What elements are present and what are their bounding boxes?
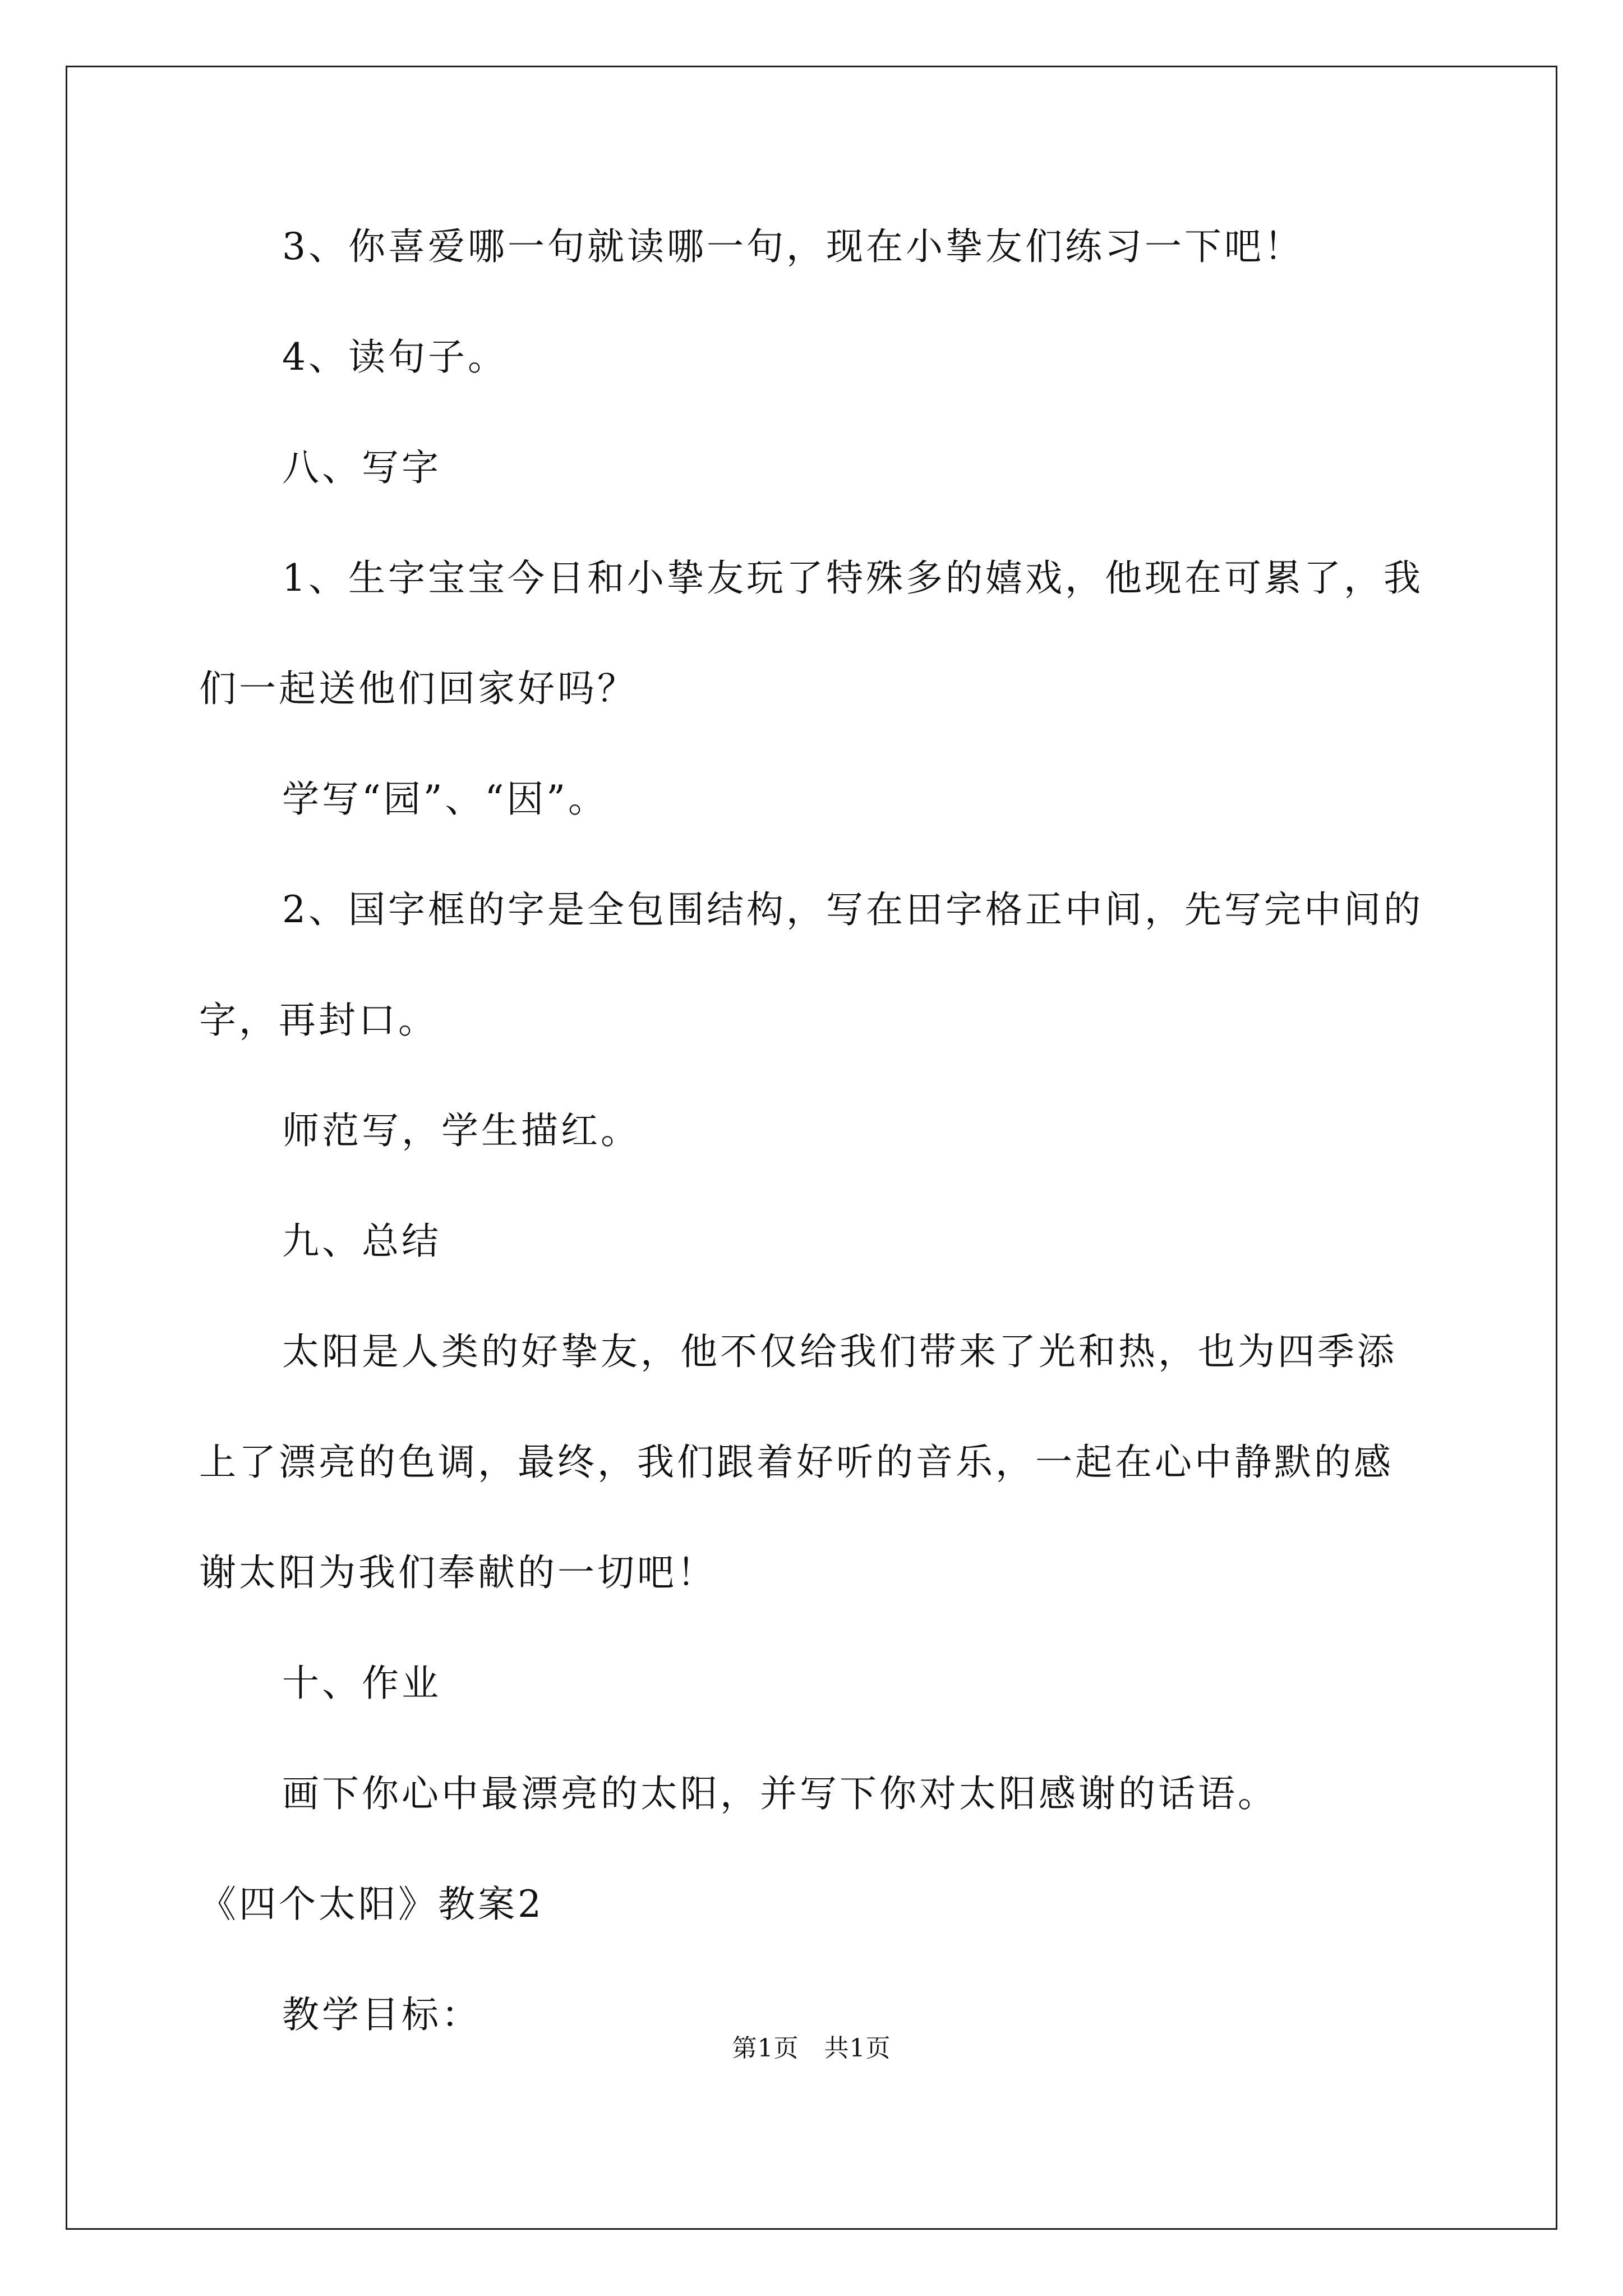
paragraph-writing-intro-line2: 们一起送他们回家好吗？ xyxy=(199,667,637,710)
paragraph-summary-line1: 太阳是人类的好挚友，他不仅给我们带来了光和热，也为四季添 xyxy=(282,1330,1397,1373)
paragraph-homework: 画下你心中最漂亮的太阳，并写下你对太阳感谢的话语。 xyxy=(282,1772,1278,1815)
section-heading-homework: 十、作业 xyxy=(282,1662,441,1705)
section-heading-writing: 八、写字 xyxy=(282,446,441,489)
section-heading-objectives: 教学目标： xyxy=(282,1993,481,2036)
paragraph-summary-line3: 谢太阳为我们奉献的一切吧！ xyxy=(199,1551,717,1594)
paragraph-structure-line2: 字，再封口。 xyxy=(199,999,438,1042)
paragraph-reading-practice: 3、你喜爱哪一句就读哪一句，现在小挚友们练习一下吧！ xyxy=(282,225,1304,268)
paragraph-writing-intro-line1: 1、生字宝宝今日和小挚友玩了特殊多的嬉戏，他现在可累了，我 xyxy=(282,556,1423,600)
lesson-plan-title: 《四个太阳》教案2 xyxy=(199,1883,544,1926)
paragraph-learn-characters: 学写“园”、“因”。 xyxy=(282,777,608,821)
paragraph-summary-line2: 上了漂亮的色调，最终，我们跟着好听的音乐，一起在心中静默的感 xyxy=(199,1441,1394,1484)
paragraph-teacher-demo: 师范写，学生描红。 xyxy=(282,1109,640,1152)
page-footer: 第1页 共1页 xyxy=(732,2034,891,2063)
paragraph-read-sentences: 4、读句子。 xyxy=(282,335,508,379)
paragraph-structure-line1: 2、国字框的字是全包围结构，写在田字格正中间，先写完中间的 xyxy=(282,888,1423,931)
section-heading-summary: 九、总结 xyxy=(282,1220,441,1263)
